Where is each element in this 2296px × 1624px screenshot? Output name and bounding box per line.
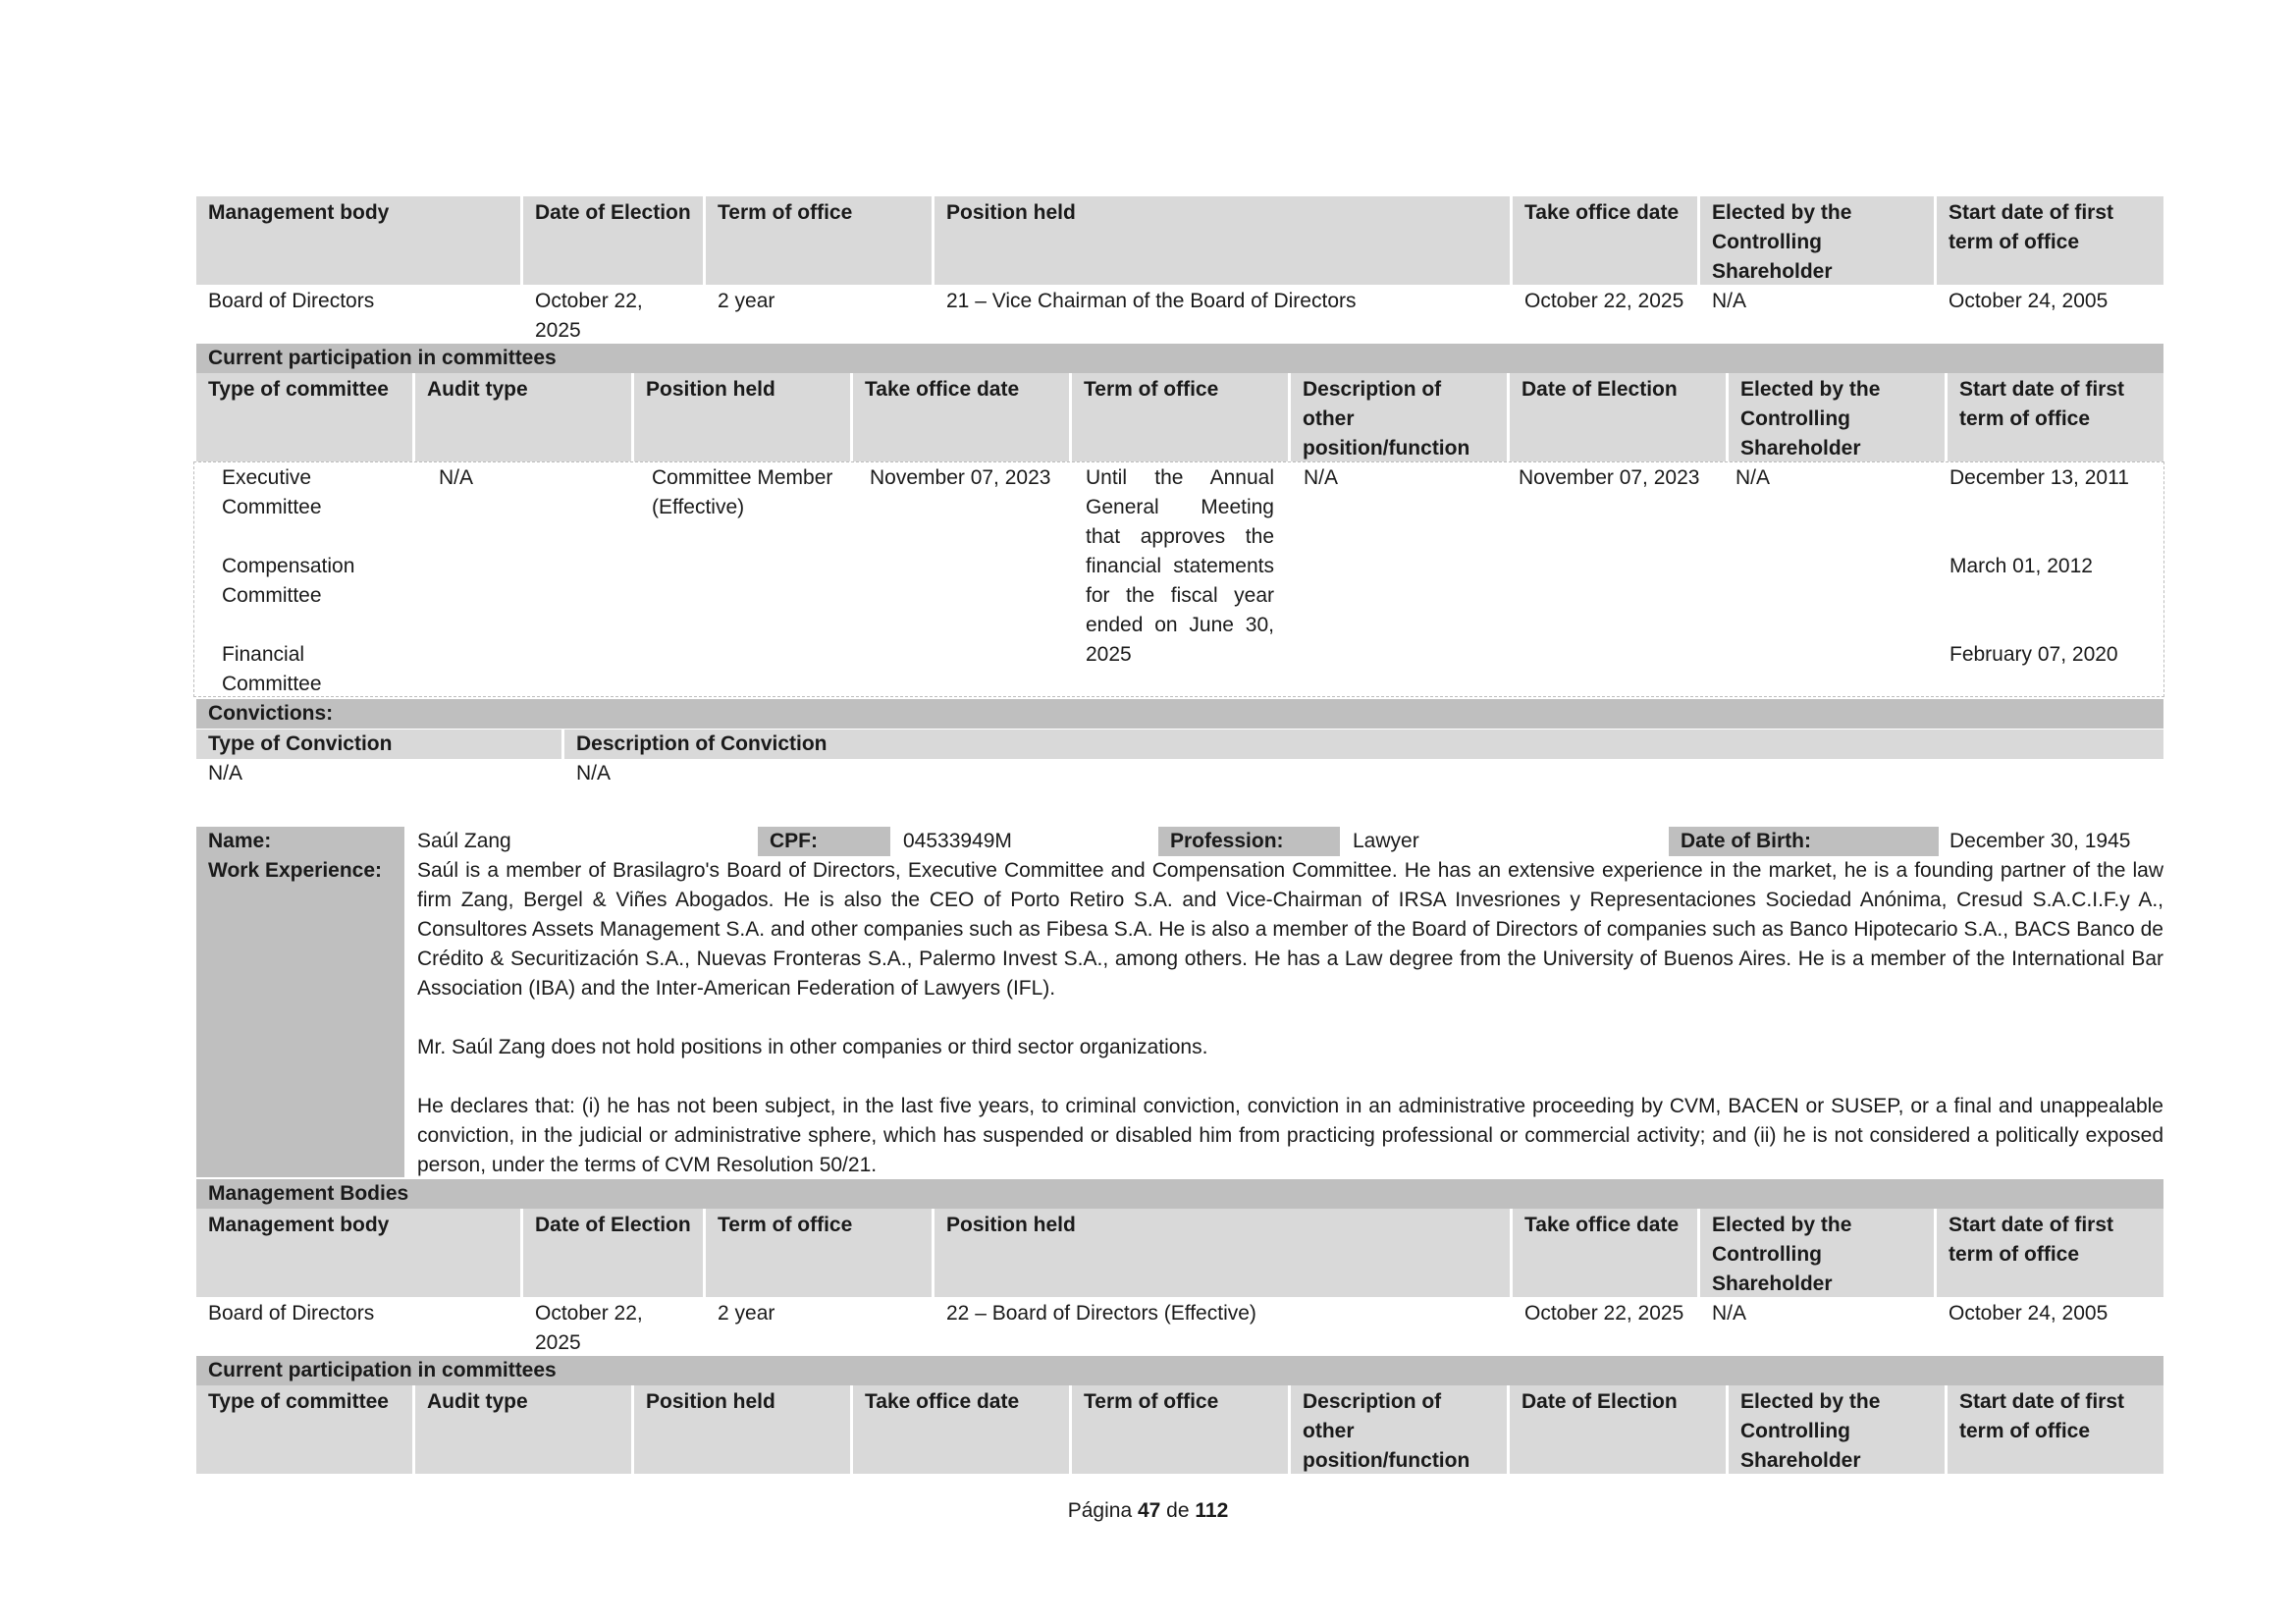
col-header-elected-by: Elected by the Controlling Shareholder xyxy=(1729,373,1945,461)
cell-position-held: 21 – Vice Chairman of the Board of Directors xyxy=(946,290,1357,312)
col-header-position-held: Position held xyxy=(634,1385,850,1474)
col-header-take-office-date: Take office date xyxy=(1513,196,1697,285)
person-profession: Lawyer xyxy=(1353,830,1419,852)
cell-take-office-date: October 22, 2025 xyxy=(1524,1302,1684,1325)
cell-conviction-type: N/A xyxy=(208,762,243,785)
cell-start-date: October 24, 2005 xyxy=(1949,1302,2109,1325)
col-header-conviction-description: Description of Conviction xyxy=(564,730,2163,759)
col-header-term-of-office: Term of office xyxy=(1072,373,1288,461)
col-header-term-of-office: Term of office xyxy=(1072,1385,1288,1474)
footer-page-number: 47 xyxy=(1137,1499,1161,1522)
person-cpf: 04533949M xyxy=(903,830,1012,852)
col-header-audit-type: Audit type xyxy=(415,373,631,461)
col-header-audit-type: Audit type xyxy=(415,1385,631,1474)
col-header-start-date: Start date of first term of office xyxy=(1937,196,2163,285)
col-header-position-held: Position held xyxy=(934,196,1510,285)
col-header-date-of-election: Date of Election xyxy=(1510,1385,1726,1474)
work-paragraph-2: Mr. Saúl Zang does not hold positions in other companies or third sector organizations. xyxy=(417,1036,1208,1058)
col-header-take-office-date: Take office date xyxy=(1513,1209,1697,1297)
person-dob: December 30, 1945 xyxy=(1949,830,2131,852)
cell-conviction-description: N/A xyxy=(576,762,612,785)
cell-management-body: Board of Directors xyxy=(208,1302,375,1325)
cell-date-of-election: October 22, 2025 xyxy=(535,290,643,342)
col-header-position-held: Position held xyxy=(634,373,850,461)
work-paragraph-3: He declares that: (i) he has not been subject, in the last five years, to criminal conviction, conviction in an administrative proceeding by CVM, BACEN or SUSEP, or a final and unappealable conviction, in the judicial or administrative sphere, which has suspended or disabled him from practicing professional or commercial activity; and (ii) he is not considered a politically exposed person, under the terms of CVM Resolution 50/21. xyxy=(417,1095,2163,1176)
cell-elected-by: N/A xyxy=(1735,466,1771,489)
cell-description: N/A xyxy=(1304,466,1339,489)
work-paragraph-1: Saúl is a member of Brasilagro's Board of Directors, Executive Committee and Compensation Committee. He has an extensive experience in the market, he is a founding partner of the law firm Zang, Bergel & Viñes Abogados. He is also the CEO of Porto Retiro S.A. and Vice-Chairman of IRSA Invesriones y Representaciones Sociedad Anónima, Cresud S.A.C.I.F.y A., Consultores Assets Management S.A. and other companies such as Fibesa S.A. He is also a member of the Board of Directors of companies such as Banco Hipotecario S.A., BACS Banco de Crédito & Securitización S.A., Nuevas Fronteras S.A., Palermo Invest S.A., among others. He has a Law degree from the University of Buenos Aires. He is a member of the International Bar Association (IBA) and the Inter-American Federation of Lawyers (IFL). xyxy=(417,859,2163,1000)
cell-term-of-office: Until the Annual General Meeting that approves the financial statements for the fiscal year ended on June 30, 2025 xyxy=(1086,466,1274,666)
committees-band-2: Current participation in committees xyxy=(196,1356,2163,1385)
footer-page-total: 112 xyxy=(1195,1499,1229,1522)
col-header-date-of-election: Date of Election xyxy=(523,1209,703,1297)
cell-date-of-election: October 22, 2025 xyxy=(535,1302,643,1354)
committee-type-executive: Executive Committee xyxy=(222,466,322,518)
cell-start-date: October 24, 2005 xyxy=(1949,290,2109,312)
footer-of: de xyxy=(1166,1499,1190,1522)
cell-term-of-office: 2 year xyxy=(718,1302,775,1325)
col-header-management-body: Management body xyxy=(196,196,520,285)
management-bodies-band: Management Bodies xyxy=(196,1179,2163,1209)
col-header-take-office-date: Take office date xyxy=(853,1385,1069,1474)
cell-term-of-office: 2 year xyxy=(718,290,775,312)
col-header-description: Description of other position/function xyxy=(1291,373,1507,461)
col-header-position-held: Position held xyxy=(934,1209,1510,1297)
cell-position-held: Committee Member (Effective) xyxy=(652,466,833,518)
start-date-financial: February 07, 2020 xyxy=(1949,643,2118,666)
committees-band: Current participation in committees xyxy=(196,344,2163,373)
cell-elected-by: N/A xyxy=(1712,290,1747,312)
dob-label: Date of Birth: xyxy=(1669,827,1939,856)
profession-label: Profession: xyxy=(1158,827,1340,856)
footer-prefix: Página xyxy=(1067,1499,1133,1522)
name-label: Name: xyxy=(196,827,404,856)
col-header-date-of-election: Date of Election xyxy=(523,196,703,285)
col-header-elected-by: Elected by the Controlling Shareholder xyxy=(1729,1385,1945,1474)
committee-type-financial: Financial Committee xyxy=(222,643,322,695)
col-header-elected-by: Elected by the Controlling Shareholder xyxy=(1700,1209,1934,1297)
cell-elected-by: N/A xyxy=(1712,1302,1747,1325)
committee-type-compensation: Compensation Committee xyxy=(222,555,355,607)
cell-audit-type: N/A xyxy=(439,466,474,489)
page-footer xyxy=(0,1496,2296,1526)
col-header-description: Description of other position/function xyxy=(1291,1385,1507,1474)
cpf-label: CPF: xyxy=(758,827,890,856)
col-header-term-of-office: Term of office xyxy=(706,1209,932,1297)
person-name: Saúl Zang xyxy=(417,830,511,852)
cell-take-office-date: October 22, 2025 xyxy=(1524,290,1684,312)
work-experience-label: Work Experience: xyxy=(196,856,404,1177)
col-header-start-date: Start date of first term of office xyxy=(1937,1209,2163,1297)
start-date-compensation: March 01, 2012 xyxy=(1949,555,2093,577)
col-header-elected-by: Elected by the Controlling Shareholder xyxy=(1700,196,1934,285)
work-experience-text xyxy=(417,856,2163,1180)
cell-date-of-election: November 07, 2023 xyxy=(1519,466,1700,489)
cell-position-held: 22 – Board of Directors (Effective) xyxy=(946,1302,1256,1325)
cell-take-office-date: November 07, 2023 xyxy=(870,466,1051,489)
col-header-management-body: Management body xyxy=(196,1209,520,1297)
col-header-committee-type: Type of committee xyxy=(196,1385,412,1474)
col-header-term-of-office: Term of office xyxy=(706,196,932,285)
col-header-committee-type: Type of committee xyxy=(196,373,412,461)
start-date-executive: December 13, 2011 xyxy=(1949,466,2129,489)
col-header-date-of-election: Date of Election xyxy=(1510,373,1726,461)
col-header-start-date: Start date of first term of office xyxy=(1948,1385,2163,1474)
col-header-conviction-type: Type of Conviction xyxy=(196,730,561,759)
cell-management-body: Board of Directors xyxy=(208,290,375,312)
col-header-take-office-date: Take office date xyxy=(853,373,1069,461)
col-header-start-date: Start date of first term of office xyxy=(1948,373,2163,461)
convictions-band: Convictions: xyxy=(196,699,2163,729)
